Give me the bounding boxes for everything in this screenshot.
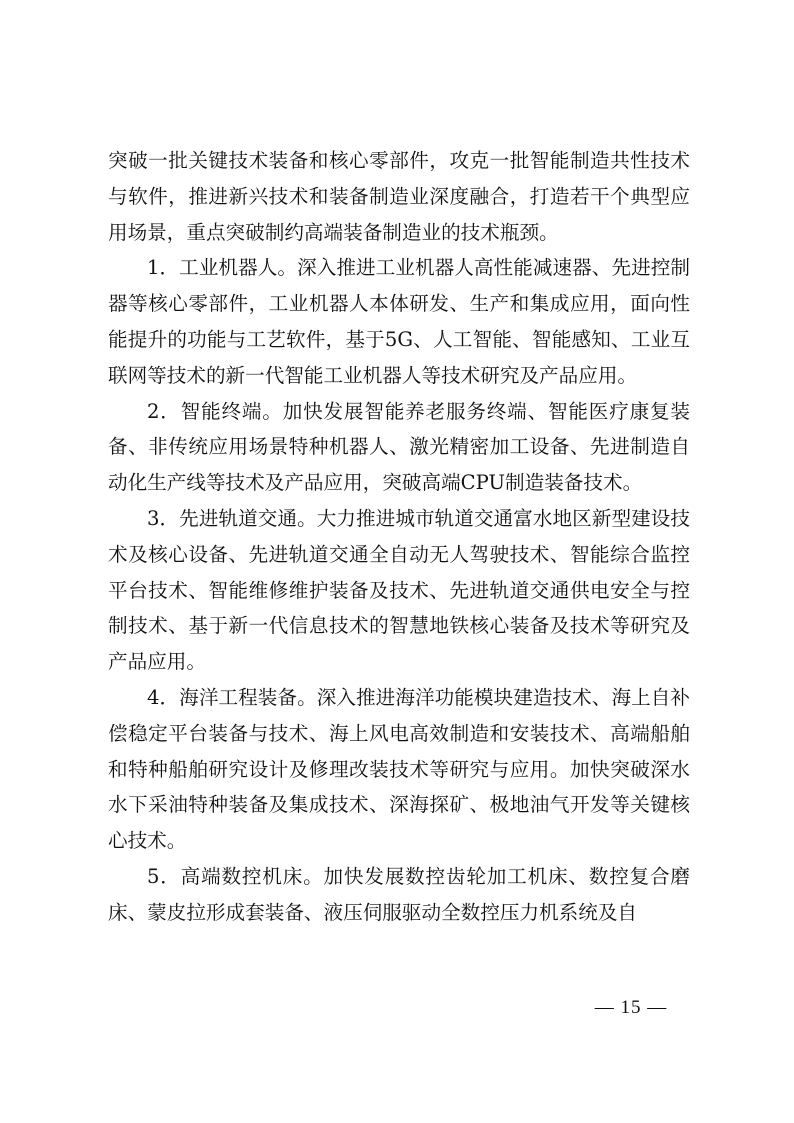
document-body <box>108 143 690 931</box>
paragraph-smart-terminals: 2．智能终端。加快发展智能养老服务终端、智能医疗康复装备、非传统应用场景特种机器人、激光精密加工设备、先进制造自动化生产线等技术及产品应用，突破高端CPU制造装备技术。 <box>108 399 690 495</box>
paragraph-marine-engineering: 4．海洋工程装备。深入推进海洋功能模块建造技术、海上自补偿稳定平台装备与技术、海上风电高效制造和安装技术、高端船舶和特种船舶研究设计及修理改装技术等研究与应用。加快突破深水水下采油特种装备及集成技术、深海探矿、极地油气开发等关键核心技术。 <box>108 685 690 853</box>
paragraph-industrial-robots: 1．工业机器人。深入推进工业机器人高性能减速器、先进控制器等核心零部件，工业机器人本体研发、生产和集成应用，面向性能提升的功能与工艺软件，基于5G、人工智能、智能感知、工业互联网等技术的新一代智能工业机器人等技术研究及产品应用。 <box>108 256 690 387</box>
paragraph-cnc-machine-tools: 5．高端数控机床。加快发展数控齿轮加工机床、数控复合磨床、蒙皮拉形成套装备、液压伺服驱动全数控压力机系统及自 <box>108 864 690 924</box>
paragraph-rail-transit: 3．先进轨道交通。大力推进城市轨道交通富水地区新型建设技术及核心设备、先进轨道交通全自动无人驾驶技术、智能综合监控平台技术、智能维修维护装备及技术、先进轨道交通供电安全与控制技术、基于新一代信息技术的智慧地铁核心装备及技术等研究及产品应用。 <box>108 506 690 674</box>
paragraph-continuation: 突破一批关键技术装备和核心零部件，攻克一批智能制造共性技术与软件，推进新兴技术和装备制造业深度融合，打造若干个典型应用场景，重点突破制约高端装备制造业的技术瓶颈。 <box>108 149 690 244</box>
page-number: — 15 — <box>594 997 668 1018</box>
